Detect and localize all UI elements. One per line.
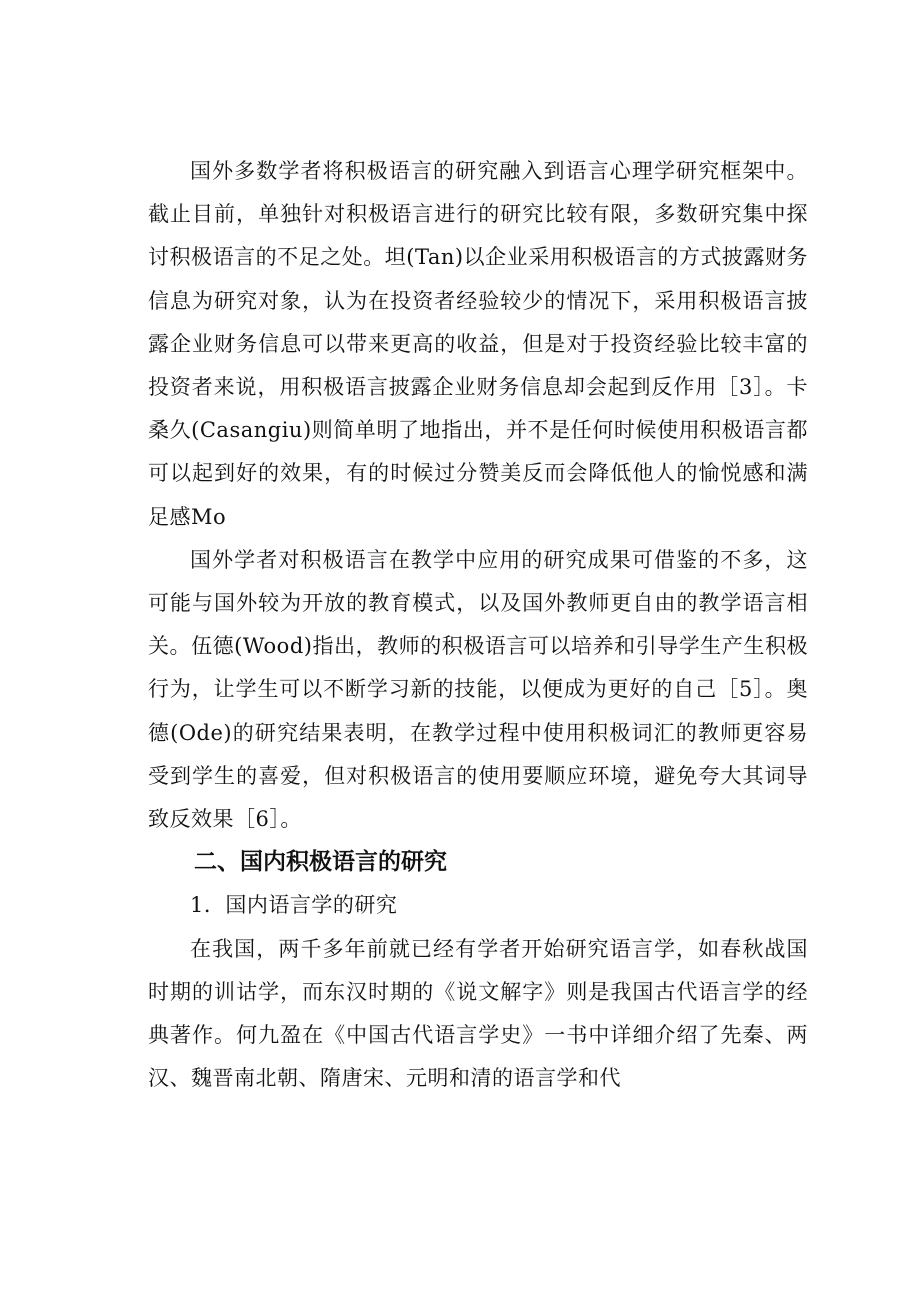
paragraph-foreign-research: 国外多数学者将积极语言的研究融入到语言心理学研究框架中。截止目前，单独针对积极语言进行的研究比较有限，多数研究集中探讨积极语言的不足之处。坦(Tan)以企业采用积极语言的方式披露财务信息为研究对象，认为在投资者经验较少的情况下，采用积极语言披露企业财务信息可以带来更高的收益，但是对于投资经验比较丰富的投资者来说，用积极语言披露企业财务信息却会起到反作用［3］。卡桑久(Casangiu)则简单明了地指出，并不是任何时候使用积极语言都可以起到好的效果，有的时候过分赞美反而会降低他人的愉悦感和满足感Mo bbox=[148, 159, 808, 529]
section-heading: 二、国内积极语言的研究 bbox=[194, 849, 447, 876]
document-page bbox=[148, 150, 808, 1100]
paragraph-foreign-teaching: 国外学者对积极语言在教学中应用的研究成果可借鉴的不多，这可能与国外较为开放的教育模式，以及国外教师更自由的教学语言相关。伍德(Wood)指出，教师的积极语言可以培养和引导学生产生积极行为，让学生可以不断学习新的技能，以便成为更好的自己［5］。奥德(Ode)的研究结果表明，在教学过程中使用积极词汇的教师更容易受到学生的喜爱，但对积极语言的使用要顺应环境，避免夸大其词导致反效果［6］。 bbox=[148, 547, 808, 832]
paragraph-domestic-linguistics: 在我国，两千多年前就已经有学者开始研究语言学，如春秋战国时期的训诂学，而东汉时期的《说文解字》则是我国古代语言学的经典著作。何九盈在《中国古代语言学史》一书中详细介绍了先秦、两汉、魏晋南北朝、隋唐宋、元明和清的语言学和代 bbox=[148, 936, 808, 1091]
subsection-heading: 1．国内语言学的研究 bbox=[190, 893, 398, 918]
